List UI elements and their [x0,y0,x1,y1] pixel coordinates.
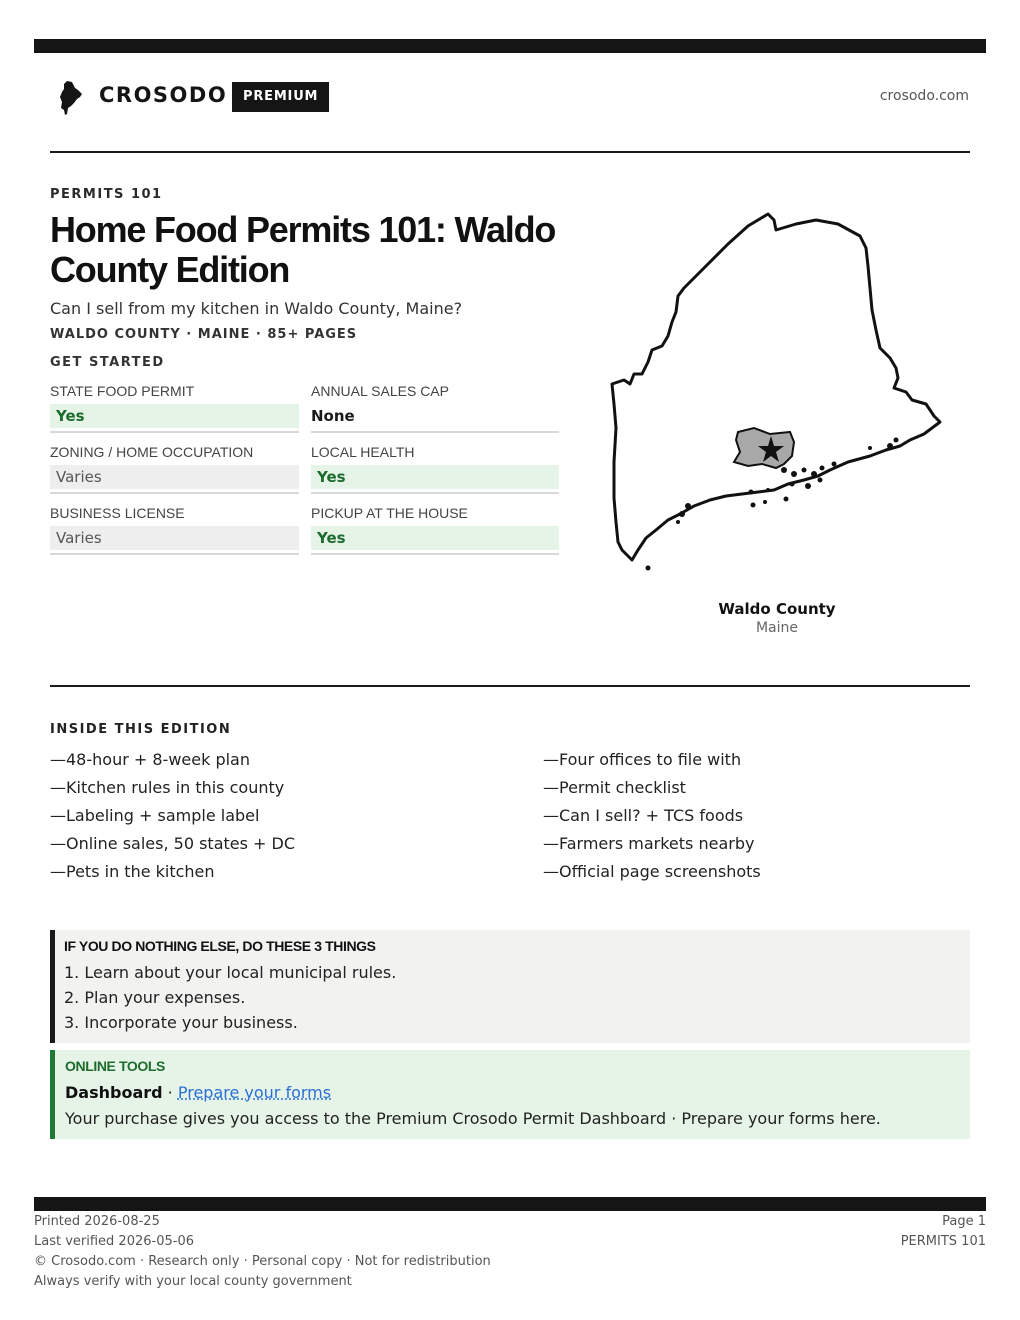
verify-advice: Always verify with your local county government [34,1274,352,1289]
fact-divider [311,431,559,433]
maine-outline [612,214,940,560]
tools-description: Your purchase gives you access to the Premium Crosodo Permit Dashboard · Prepare your forms here. [65,1109,881,1128]
footer-section: PERMITS 101 [900,1234,986,1249]
list-item: —Kitchen rules in this county [50,778,285,797]
list-item: —Official page screenshots [543,862,761,881]
online-tools-heading: ONLINE TOOLS [65,1058,165,1074]
list-item: —Labeling + sample label [50,806,260,825]
essentials-heading: IF YOU DO NOTHING ELSE, DO THESE 3 THINGS [64,938,376,954]
fact-value: Varies [50,526,299,550]
maine-state-icon [58,80,84,116]
fact-divider [311,492,559,494]
fact-label: PICKUP AT THE HOUSE [311,505,468,521]
list-item: —Can I sell? + TCS foods [543,806,744,825]
fact-divider [50,431,299,433]
footer-page-info [901,1213,986,1253]
list-item: —Permit checklist [543,778,686,797]
fact-divider [50,492,299,494]
fact-value: None [311,407,355,425]
top-bar [34,39,986,53]
section-divider [50,685,970,687]
fact-label: ZONING / HOME OCCUPATION [50,444,254,460]
brand-name: CROSODO [99,83,228,107]
separator: · [162,1083,178,1102]
printed-date: Printed 2026-08-25 [34,1214,160,1229]
section-eyebrow: PERMITS 101 [50,187,163,202]
dashboard-label: Dashboard [65,1083,163,1102]
fact-pickup-at-house [311,502,559,563]
page-number: Page 1 [942,1214,986,1229]
fact-divider [50,553,299,555]
fact-annual-sales-cap [311,380,559,441]
verified-date: Last verified 2026-05-06 [34,1234,194,1249]
get-started-heading: GET STARTED [50,355,165,370]
essentials-callout [50,930,970,1043]
premium-badge: PREMIUM [232,82,329,112]
fact-value: Yes [50,404,299,428]
list-item: 2. Plan your expenses. [64,988,246,1007]
state-map [608,208,948,578]
fact-zoning-home-occupation [50,441,299,502]
list-item: —Four offices to file with [543,750,742,769]
header-divider [50,151,970,153]
footer-info [34,1213,491,1293]
list-item: 1. Learn about your local municipal rules. [64,963,397,982]
fact-label: LOCAL HEALTH [311,444,415,460]
fact-value: Varies [50,465,299,489]
fact-label: BUSINESS LICENSE [50,505,185,521]
bottom-bar [34,1197,986,1211]
copyright-notice: © Crosodo.com · Research only · Personal copy · Not for redistribution [34,1254,491,1269]
permit-facts-grid [50,380,559,563]
online-tools-callout [50,1050,970,1139]
fact-local-health [311,441,559,502]
fact-label: STATE FOOD PERMIT [50,383,195,399]
list-item: —Online sales, 50 states + DC [50,834,296,853]
fact-state-food-permit [50,380,299,441]
map-caption [677,600,877,636]
page-subtitle: Can I sell from my kitchen in Waldo County, Maine? [50,299,463,318]
page-header [50,76,970,120]
essentials-list [64,962,970,1037]
map-county-name: Waldo County [718,600,836,618]
fact-label: ANNUAL SALES CAP [311,383,449,399]
contents-list-left [50,749,295,889]
list-item: —Farmers markets nearby [543,834,755,853]
maine-outline-map [608,208,948,578]
map-state-name: Maine [755,620,799,636]
dashboard-line [65,1082,970,1108]
fact-divider [311,553,559,555]
list-item: —Pets in the kitchen [50,862,215,881]
fact-value: Yes [311,526,559,550]
edition-meta: WALDO COUNTY · MAINE · 85+ PAGES [50,327,358,342]
site-url[interactable]: crosodo.com [879,88,969,104]
fact-business-license [50,502,299,563]
contents-list-right [543,749,761,889]
list-item: 3. Incorporate your business. [64,1013,298,1032]
page-title: Home Food Permits 101: Waldo County Edition [50,209,556,290]
prepare-forms-link[interactable]: Prepare your forms [177,1083,332,1102]
list-item: —48-hour + 8-week plan [50,750,250,769]
inside-edition-heading: INSIDE THIS EDITION [50,722,232,737]
fact-value: Yes [311,465,559,489]
